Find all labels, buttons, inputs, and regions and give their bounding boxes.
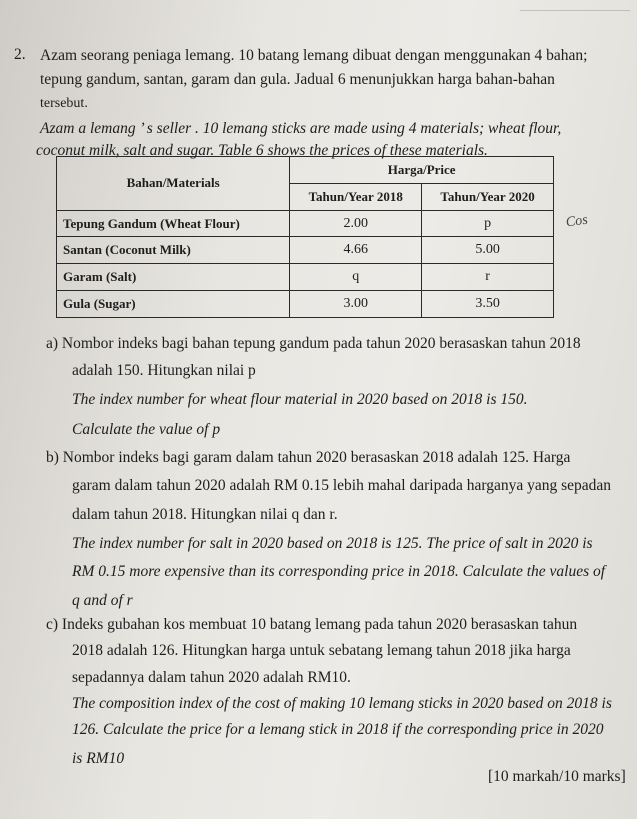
part-a-en-line-2: Calculate the value of p: [72, 421, 221, 438]
header-price: Harga/Price: [290, 157, 554, 184]
material-name: Santan (Coconut Milk): [57, 237, 290, 264]
table-row: [57, 291, 554, 318]
material-name: Garam (Salt): [57, 264, 290, 291]
part-b-ms-line-2: garam dalam tahun 2020 adalah RM 0.15 lebih mahal daripada harganya yang sepadan: [72, 477, 612, 494]
part-c-en-line-2: 126. Calculate the price for a lemang stick in 2018 if the corresponding price in 2020: [72, 721, 604, 738]
price-2020: p: [422, 210, 554, 237]
price-2018: q: [290, 264, 422, 291]
part-a-en-line-1: The index number for wheat flour material in 2020 based on 2018 is 150.: [72, 391, 528, 408]
table-row: [57, 237, 554, 264]
part-b-ms-line-1: b) Nombor indeks bagi garam dalam tahun 2020 berasaskan 2018 adalah 125. Harga: [46, 449, 571, 466]
part-c-ms-line-1: c) Indeks gubahan kos membuat 10 batang lemang pada tahun 2020 berasaskan tahun: [46, 616, 578, 633]
price-2018: 2.00: [290, 210, 422, 237]
part-b-en-line-3: q and of r: [72, 592, 133, 609]
intro-en-line-2: coconut milk, salt and sugar. Table 6 shows the prices of these materials.: [36, 142, 488, 159]
header-material: Bahan/Materials: [57, 157, 290, 211]
material-name: Tepung Gandum (Wheat Flour): [57, 210, 290, 237]
part-a-ms-line-2: adalah 150. Hitungkan nilai p: [72, 362, 256, 379]
part-b-en-line-2: RM 0.15 more expensive than its corresponding price in 2018. Calculate the values of: [72, 563, 606, 580]
price-2018: 4.66: [290, 237, 422, 264]
part-c-ms-line-2: 2018 adalah 126. Hitungkan harga untuk sebatang lemang tahun 2018 jika harga: [72, 642, 571, 659]
header-year-2018: Tahun/Year 2018: [290, 183, 422, 210]
price-table: [56, 156, 554, 318]
part-c-en-line-1: The composition index of the cost of making 10 lemang sticks in 2020 based on 2018 is: [72, 695, 612, 712]
intro-ms-line-3: tersebut.: [40, 96, 88, 111]
top-edge-mark: [520, 0, 630, 11]
intro-ms-line-2: tepung gandum, santan, garam dan gula. Jadual 6 menunjukkan harga bahan-bahan: [40, 71, 555, 88]
table-row: [57, 210, 554, 237]
price-2020: 5.00: [422, 237, 554, 264]
intro-en-line-1: Azam a lemang ’ s seller . 10 lemang sticks are made using 4 materials; wheat flour,: [40, 120, 562, 137]
part-a-ms-line-1: a) Nombor indeks bagi bahan tepung gandum pada tahun 2020 berasaskan tahun 2018: [46, 335, 581, 352]
part-b-en-line-1: The index number for salt in 2020 based on 2018 is 125. The price of salt in 2020 is: [72, 535, 593, 552]
part-c-ms-line-3: sepadannya dalam tahun 2020 adalah RM10.: [72, 669, 351, 686]
handwritten-margin-note: Cos: [564, 212, 589, 231]
table-row: [57, 264, 554, 291]
part-c-en-line-3: is RM10: [72, 750, 125, 767]
material-name: Gula (Sugar): [57, 291, 290, 318]
marks-label: [10 markah/10 marks]: [488, 768, 626, 785]
price-2018: 3.00: [290, 291, 422, 318]
part-b-ms-line-3: dalam tahun 2018. Hitungkan nilai q dan r.: [72, 506, 338, 523]
price-2020: r: [422, 264, 554, 291]
question-number: 2.: [14, 46, 26, 63]
header-year-2020: Tahun/Year 2020: [422, 183, 554, 210]
price-2020: 3.50: [422, 291, 554, 318]
intro-ms-line-1: Azam seorang peniaga lemang. 10 batang lemang dibuat dengan menggunakan 4 bahan;: [40, 47, 588, 64]
